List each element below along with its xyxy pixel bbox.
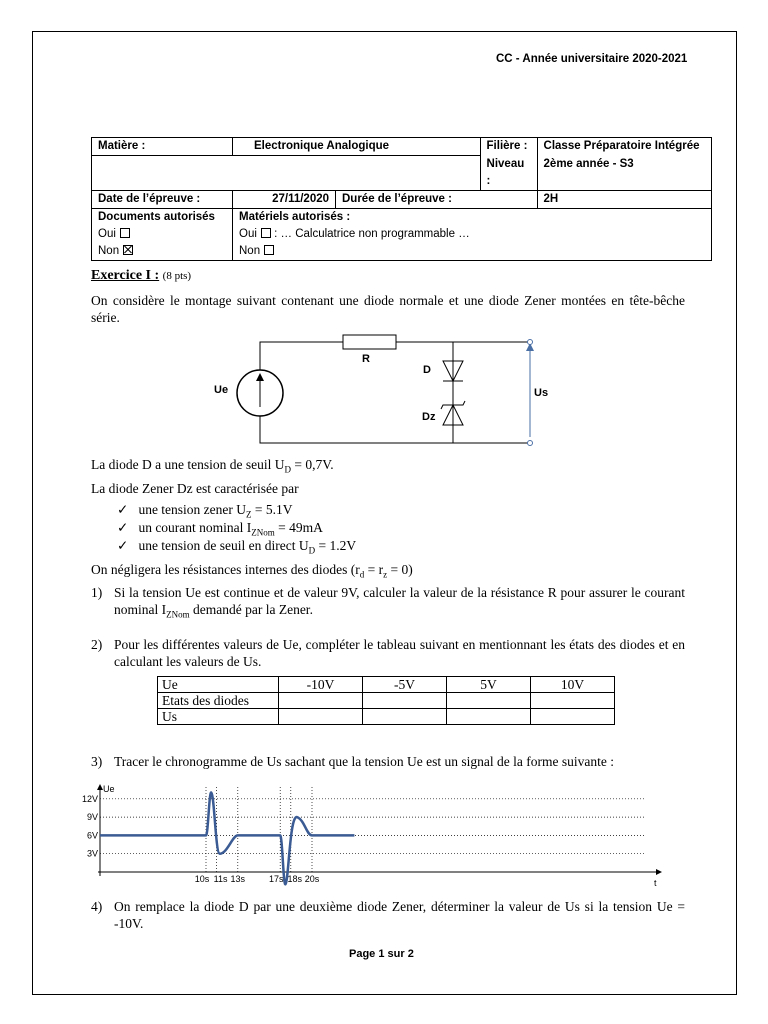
table-cell: Etats des diodes bbox=[158, 693, 279, 709]
table-cell: Us bbox=[158, 709, 279, 725]
circuit-label-dz: Dz bbox=[422, 411, 436, 423]
niveau-value: 2ème année - S3 bbox=[537, 156, 711, 191]
filiere-value: Classe Préparatoire Intégrée bbox=[537, 138, 711, 156]
matiere-label: Matière : bbox=[92, 138, 233, 156]
exercise-intro: On considère le montage suivant contenant une diode normale et une diode Zener montées en tête-bêche série. bbox=[91, 293, 685, 325]
question-3: 3) Tracer le chronogramme de Us sachant que la tension Ue est un signal de la forme suivante : bbox=[91, 754, 614, 769]
x-tick-label: 17s bbox=[268, 874, 284, 884]
date-value: 27/11/2020 bbox=[233, 190, 336, 208]
circuit-diagram bbox=[200, 325, 560, 450]
y-tick-label: 3V bbox=[86, 848, 98, 859]
bullet-3: ✓ une tension de seuil en direct $U_D = 1.2V$ bbox=[117, 538, 357, 556]
table-cell-input[interactable] bbox=[447, 709, 531, 725]
table-cell-input[interactable] bbox=[363, 709, 447, 725]
table-cell-input[interactable] bbox=[531, 709, 615, 725]
matiere-value: Electronique Analogique bbox=[233, 138, 481, 156]
circuit-label-d: D bbox=[423, 364, 431, 376]
table-cell-input[interactable] bbox=[279, 693, 363, 709]
question-4: 4) On remplace la diode D par une deuxième diode Zener, déterminer la valeur de Us si la tension Ue = -10V. bbox=[91, 899, 685, 931]
circuit-label-ue: Ue bbox=[214, 384, 229, 396]
results-table bbox=[157, 676, 615, 725]
x-tick-label: 18s bbox=[287, 874, 303, 884]
circuit-label-r: R bbox=[362, 353, 370, 365]
table-cell-input[interactable] bbox=[531, 693, 615, 709]
x-tick-label: 20s bbox=[304, 874, 320, 884]
zener-intro: La diode Zener Dz est caractérisée par bbox=[91, 481, 299, 496]
y-tick-label: 9V bbox=[86, 812, 98, 823]
y-tick-label: 12V bbox=[81, 793, 98, 804]
table-row bbox=[158, 709, 615, 725]
ue-signal-chart bbox=[70, 782, 670, 890]
x-tick-label: 10s bbox=[194, 874, 210, 884]
table-row bbox=[158, 677, 615, 693]
x-tick-label: 11s bbox=[213, 874, 228, 884]
x-tick-label: 13s bbox=[230, 874, 246, 884]
table-cell-input[interactable] bbox=[447, 693, 531, 709]
niveau-label: Niveau : bbox=[480, 156, 537, 191]
table-cell: Ue bbox=[158, 677, 279, 693]
question-1: 1) Si la tension Ue est continue et de valeur 9V, calculer la valeur de la résistance R pour assurer le courant nominal $I_{ZNom}$ demandé par la Zener. bbox=[91, 585, 685, 620]
header-title: CC - Année universitaire 2020-2021 bbox=[496, 53, 688, 65]
y-tick-label: 6V bbox=[86, 830, 98, 841]
exercise-heading: Exercice I : (8 pts) bbox=[91, 268, 192, 283]
diode-d-text: La diode D a une tension de seuil $U_D = 0,7V$. bbox=[91, 457, 334, 475]
question-2: 2) Pour les différentes valeurs de Ue, compléter le tableau suivant en mentionnant les états des diodes et en calculant les valeurs de Us. bbox=[91, 637, 685, 669]
neglect-text: On négligera les résistances internes des diodes $(r_d = r_z = 0)$ bbox=[91, 562, 413, 580]
x-axis-label: t bbox=[654, 878, 657, 888]
table-cell-input[interactable] bbox=[279, 709, 363, 725]
mat-oui-checkbox[interactable] bbox=[261, 228, 271, 238]
info-table bbox=[91, 137, 712, 261]
y-axis-label: Ue bbox=[103, 784, 115, 794]
date-label: Date de l’épreuve : bbox=[92, 190, 233, 208]
page-number: Page 1 sur 2 bbox=[349, 948, 414, 960]
duree-label: Durée de l’épreuve : bbox=[336, 190, 538, 208]
circuit-label-us: Us bbox=[534, 387, 549, 399]
docs-oui-checkbox[interactable] bbox=[120, 228, 130, 238]
bullet-1: ✓ une tension zener $U_Z = 5.1V$ bbox=[117, 502, 293, 520]
ue-signal-line bbox=[100, 793, 354, 885]
table-cell: -10V bbox=[279, 677, 363, 693]
bullet-2: ✓ un courant nominal $I_{ZNom} = 49mA$ bbox=[117, 520, 323, 538]
x-axis-arrow bbox=[656, 869, 662, 875]
table-cell: 10V bbox=[531, 677, 615, 693]
docs-non-checkbox[interactable] bbox=[123, 245, 133, 255]
docs-cell: Documents autorisés Oui Non bbox=[92, 208, 233, 260]
filiere-label: Filière : bbox=[480, 138, 537, 156]
table-cell-input[interactable] bbox=[363, 693, 447, 709]
mat-non-checkbox[interactable] bbox=[264, 245, 274, 255]
table-cell: 5V bbox=[447, 677, 531, 693]
materiels-cell: Matériels autorisés : Oui : … Calculatrice non programmable … Non bbox=[233, 208, 712, 260]
table-cell: -5V bbox=[363, 677, 447, 693]
table-row bbox=[158, 693, 615, 709]
duree-value: 2H bbox=[537, 190, 711, 208]
